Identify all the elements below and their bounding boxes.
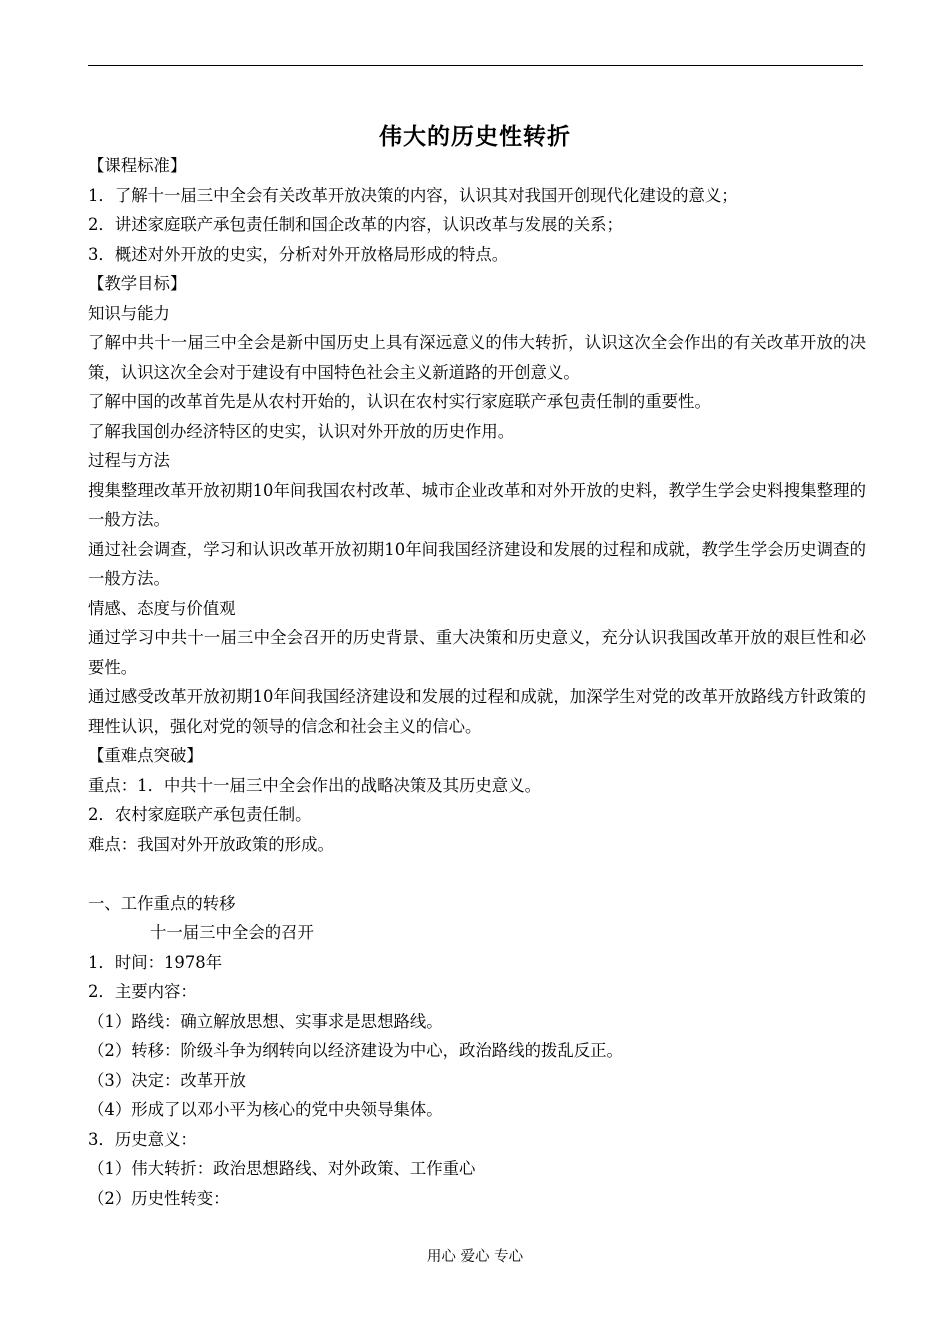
significance-item-2: （2）历史性转变： — [88, 1188, 230, 1208]
key-point-2: 2．农村家庭联产承包责任制。 — [88, 805, 312, 824]
content-item-3: （3）决定：改革开放 — [88, 1070, 246, 1090]
knowledge-subheading: 知识与能力 — [88, 303, 170, 323]
standards-heading: 【课程标准】 — [88, 156, 187, 175]
key-point-1: 重点：1．中共十一届三中全会作出的战略决策及其历史意义。 — [88, 775, 541, 795]
document-body — [88, 151, 866, 1213]
content-item-4: （4）形成了以邓小平为核心的党中央领导集体。 — [88, 1100, 443, 1119]
main-content-heading: 2．主要内容： — [88, 982, 197, 1001]
knowledge-paragraph-1: 了解中共十一届三中全会是新中国历史上具有深远意义的伟大转折，认识这次全会作出的有关改革开放的决策，认识这次全会对于建设有中国特色社会主义新道路的开创意义。 — [88, 333, 866, 382]
attitude-paragraph-1: 通过学习中共十一届三中全会召开的历史背景、重大决策和历史意义，充分认识我国改革开放的艰巨性和必要性。 — [88, 628, 866, 677]
standard-item-3: 3．概述对外开放的史实，分析对外开放格局形成的特点。 — [88, 244, 509, 264]
standard-item-1: 1．了解十一届三中全会有关改革开放决策的内容，认识其对我国开创现代化建设的意义； — [88, 185, 738, 205]
page-title: 伟大的历史性转折 — [379, 124, 571, 150]
difficulty-point: 难点：我国对外开放政策的形成。 — [88, 834, 334, 854]
knowledge-paragraph-2: 了解中国的改革首先是从农村开始的，认识在农村实行家庭联产承包责任制的重要性。 — [88, 392, 711, 411]
attitude-paragraph-2: 通过感受改革开放初期10年间我国经济建设和发展的过程和成就，加深学生对党的改革开放路线方针政策的理性认识，强化对党的领导的信念和社会主义的信心。 — [88, 687, 866, 736]
standard-item-2: 2．讲述家庭联产承包责任制和国企改革的内容，认识改革与发展的关系； — [88, 215, 623, 234]
goals-heading: 【教学目标】 — [88, 274, 187, 293]
section-1-heading: 一、工作重点的转移 — [88, 893, 236, 913]
process-subheading: 过程与方法 — [88, 451, 170, 470]
significance-item-1: （1）伟大转折：政治思想路线、对外政策、工作重心 — [88, 1159, 476, 1178]
meeting-time: 1．时间：1978年 — [88, 952, 223, 972]
keypoints-heading: 【重难点突破】 — [88, 746, 203, 765]
attitude-subheading: 情感、态度与价值观 — [88, 598, 236, 618]
significance-heading: 3．历史意义： — [88, 1129, 197, 1149]
spacer — [88, 859, 866, 889]
section-1-subheading: 十一届三中全会的召开 — [150, 923, 314, 942]
knowledge-paragraph-3: 了解我国创办经济特区的史实，认识对外开放的历史作用。 — [88, 421, 515, 441]
page-footer: 用心 爱心 专心 — [426, 1249, 524, 1265]
content-item-2: （2）转移：阶级斗争为纲转向以经济建设为中心，政治路线的拨乱反正。 — [88, 1041, 623, 1060]
content-item-1: （1）路线：确立解放思想、实事求是思想路线。 — [88, 1011, 443, 1031]
header-rule — [88, 65, 863, 66]
process-paragraph-1: 搜集整理改革开放初期10年间我国农村改革、城市企业改革和对外开放的史料，教学生学会史料搜集整理的一般方法。 — [88, 480, 866, 529]
process-paragraph-2: 通过社会调查，学习和认识改革开放初期10年间我国经济建设和发展的过程和成就，教学生学会历史调查的一般方法。 — [88, 539, 866, 588]
